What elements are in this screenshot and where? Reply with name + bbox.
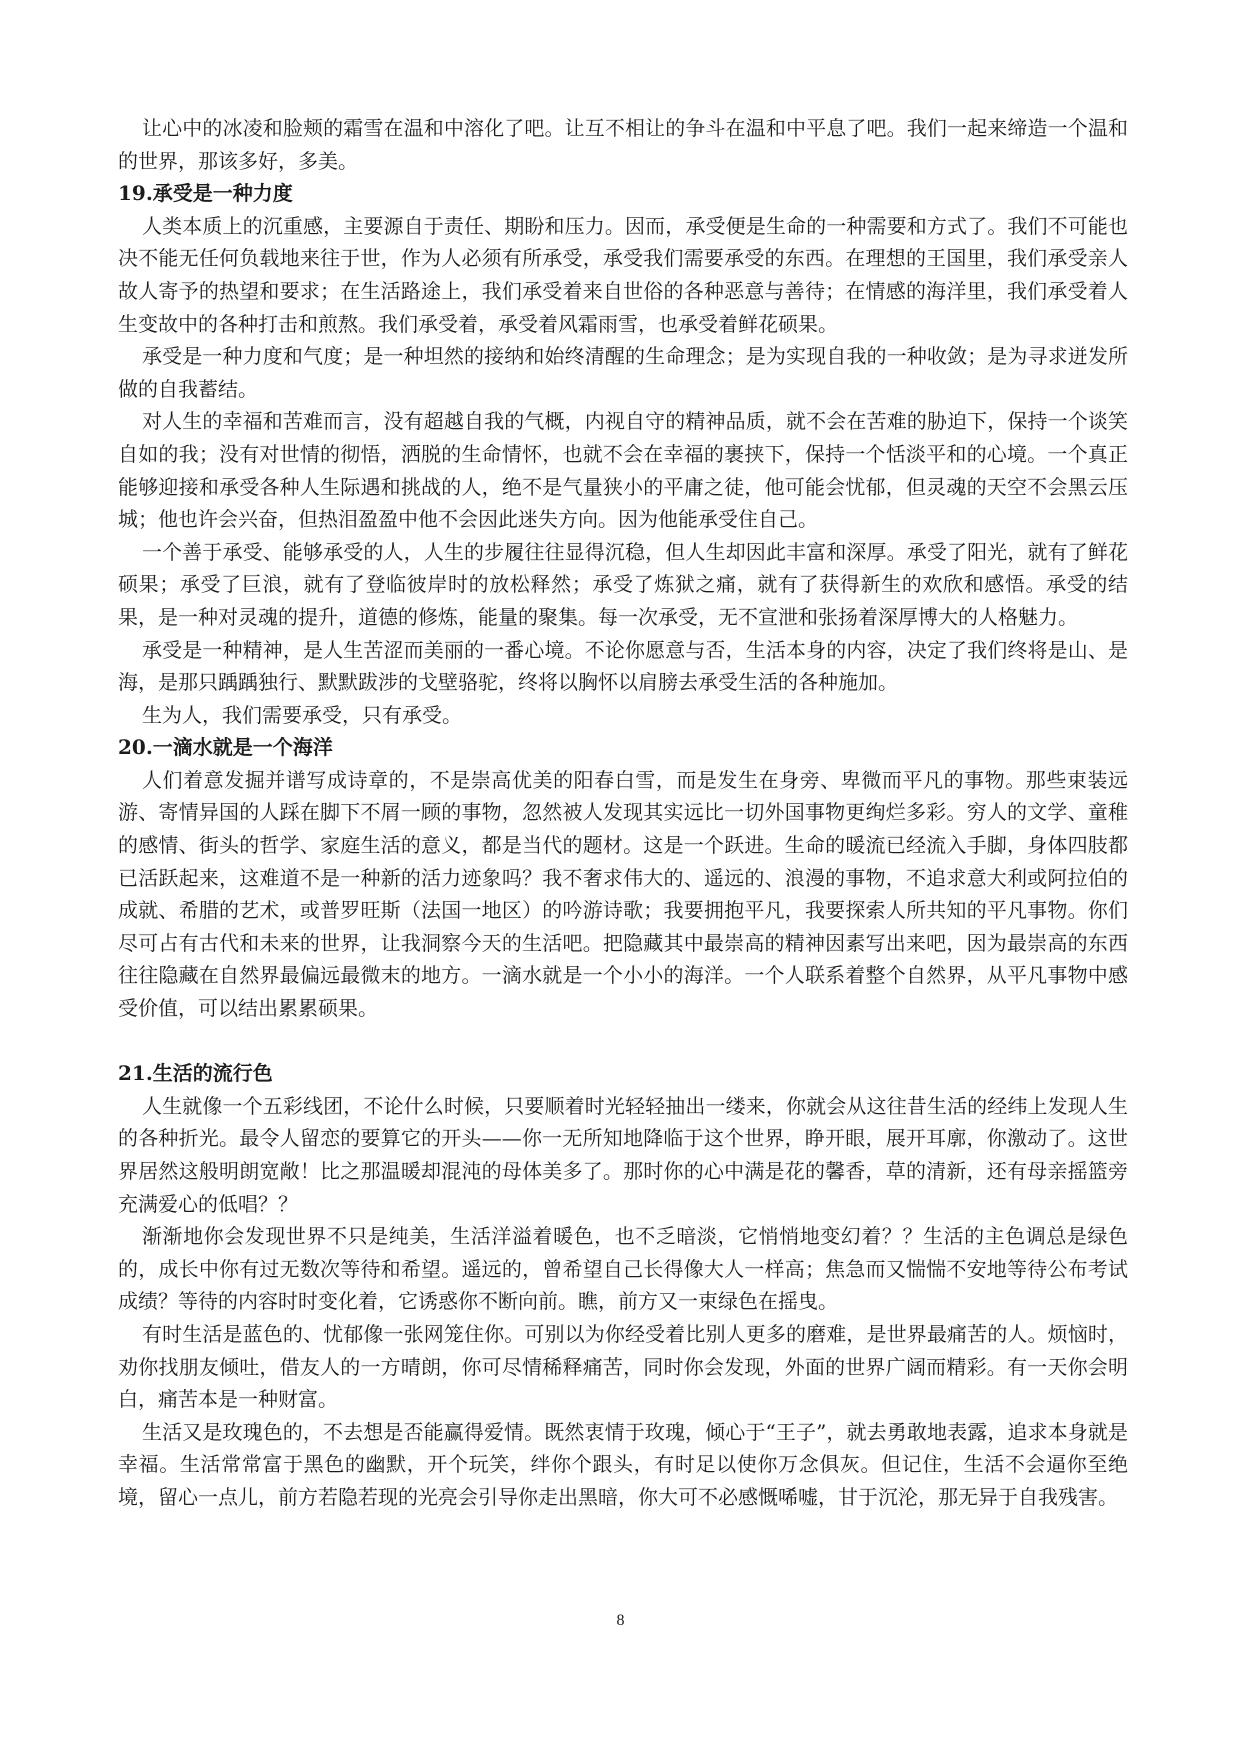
section-19-paragraph-2: 承受是一种力度和气度；是一种坦然的接纳和始终清醒的生命理念；是为实现自我的一种收敛；是为寻求迸发所做的自我蓄结。 (118, 344, 1128, 401)
section-spacer (118, 1025, 1128, 1058)
section-21-paragraph-2: 渐渐地你会发现世界不只是纯美，生活洋溢着暖色，也不乏暗淡，它悄悄地变幻着？？生活的主色调总是绿色的，成长中你有过无数次等待和希望。遥远的，曾希望自己长得像大人一样高；焦急而又惴惴不安地等待公布考试成绩？等待的内容时时变化着，它诱惑你不断向前。瞧，前方又一束绿色在摇曳。 (118, 1224, 1128, 1314)
document-page (118, 112, 1128, 1514)
section-21-paragraph-3: 有时生活是蓝色的、忧郁像一张网笼住你。可别以为你经受着比别人更多的磨难，是世界最痛苦的人。烦恼时，劝你找朋友倾吐，借友人的一方晴朗，你可尽情稀释痛苦，同时你会发现，外面的世界广阔而精彩。有一天你会明白，痛苦本是一种财富。 (118, 1321, 1128, 1412)
section-20-heading: 20.一滴水就是一个海洋 (118, 735, 333, 760)
page-number: 8 (616, 1612, 625, 1629)
section-19-paragraph-4: 一个善于承受、能够承受的人，人生的步履往往显得沉稳，但人生却因此丰富和深厚。承受了阳光，就有了鲜花硕果；承受了巨浪，就有了登临彼岸时的放松释然；承受了炼狱之痛，就有了获得新生的欢欣和感悟。承受的结果，是一种对灵魂的提升，道德的修炼，能量的聚集。每一次承受，无不宣泄和张扬着深厚博大的人格魅力。 (118, 539, 1128, 629)
section-19-paragraph-6: 生为人，我们需要承受，只有承受。 (142, 702, 462, 727)
section-20-paragraph-1: 人们着意发掘并谱写成诗章的，不是崇高优美的阳春白雪，而是发生在身旁、卑微而平凡的事物。那些束装远游、寄情异国的人踩在脚下不屑一顾的事物，忽然被人发现其实远比一切外国事物更绚烂多彩。穷人的文学、童稚的感情、街头的哲学、家庭生活的意义，都是当代的题材。这是一个跃进。生命的暖流已经流入手脚，身体四肢都已活跃起来，这难道不是一种新的活力迹象吗？我不奢求伟大的、遥远的、浪漫的事物，不追求意大利或阿拉伯的成就、希腊的艺术，或普罗旺斯（法国一地区）的吟游诗歌；我要拥抱平凡，我要探索人所共知的平凡事物。你们尽可占有古代和未来的世界，让我洞察今天的生活吧。把隐藏其中最崇高的精神因素写出来吧，因为最崇高的东西往往隐藏在自然界最偏远最微末的地方。一滴水就是一个小小的海洋。一个人联系着整个自然界，从平凡事物中感受价值，可以结出累累硕果。 (118, 767, 1128, 1021)
intro-paragraph: 让心中的冰凌和脸颊的霜雪在温和中溶化了吧。让互不相让的争斗在温和中平息了吧。我们一起来缔造一个温和的世界，那该多好，多美。 (118, 116, 1128, 173)
section-19-paragraph-1: 人类本质上的沉重感，主要源自于责任、期盼和压力。因而，承受便是生命的一种需要和方式了。我们不可能也决不能无任何负载地来往于世，作为人必须有所承受，承受我们需要承受的东西。在理想的王国里，我们承受亲人故人寄予的热望和要求；在生活路途上，我们承受着来自世俗的各种恶意与善待；在情感的海洋里，我们承受着人生变故中的各种打击和煎熬。我们承受着，承受着风霜雨雪，也承受着鲜花硕果。 (118, 213, 1128, 336)
section-19-paragraph-3: 对人生的幸福和苦难而言，没有超越自我的气概，内视自守的精神品质，就不会在苦难的胁迫下，保持一个谈笑自如的我；没有对世情的彻悟，洒脱的生命情怀，也就不会在幸福的裹挟下，保持一个恬淡平和的心境。一个真正能够迎接和承受各种人生际遇和挑战的人，绝不是气量狭小的平庸之徒，他可能会忧郁，但灵魂的天空不会黑云压城；他也许会兴奋，但热泪盈盈中他不会因此迷失方向。因为他能承受住自己。 (118, 409, 1128, 532)
section-21-paragraph-4: 生活又是玫瑰色的，不去想是否能赢得爱情。既然衷情于玫瑰，倾心于“王子”，就去勇敢地表露，追求本身就是幸福。生活常常富于黑色的幽默，开个玩笑，绊你个跟头，有时足以使你万念俱灰。但记住，生活不会逼你至绝境，留心一点儿，前方若隐若现的光亮会引导你走出黑暗，你大可不必感慨唏嘘，甘于沉沦，那无异于自我残害。 (118, 1419, 1128, 1509)
section-19-paragraph-5: 承受是一种精神，是人生苦涩而美丽的一番心境。不论你愿意与否，生活本身的内容，决定了我们终将是山、是海，是那只踽踽独行、默默跋涉的戈壁骆驼，终将以胸怀以肩膀去承受生活的各种施加。 (118, 637, 1128, 695)
section-19-heading: 19.承受是一种力度 (118, 181, 293, 206)
section-21-heading: 21.生活的流行色 (118, 1061, 273, 1086)
section-21-paragraph-1: 人生就像一个五彩线团，不论什么时候，只要顺着时光轻轻抽出一缕来，你就会从这往昔生活的经纬上发现人生的各种折光。最令人留恋的要算它的开头——你一无所知地降临于这个世界，睁开眼，展开耳廓，你激动了。这世界居然这般明朗宽敞！比之那温暖却混沌的母体美多了。那时你的心中满是花的馨香，草的清新，还有母亲摇篮旁充满爱心的低唱？？ (118, 1093, 1128, 1216)
